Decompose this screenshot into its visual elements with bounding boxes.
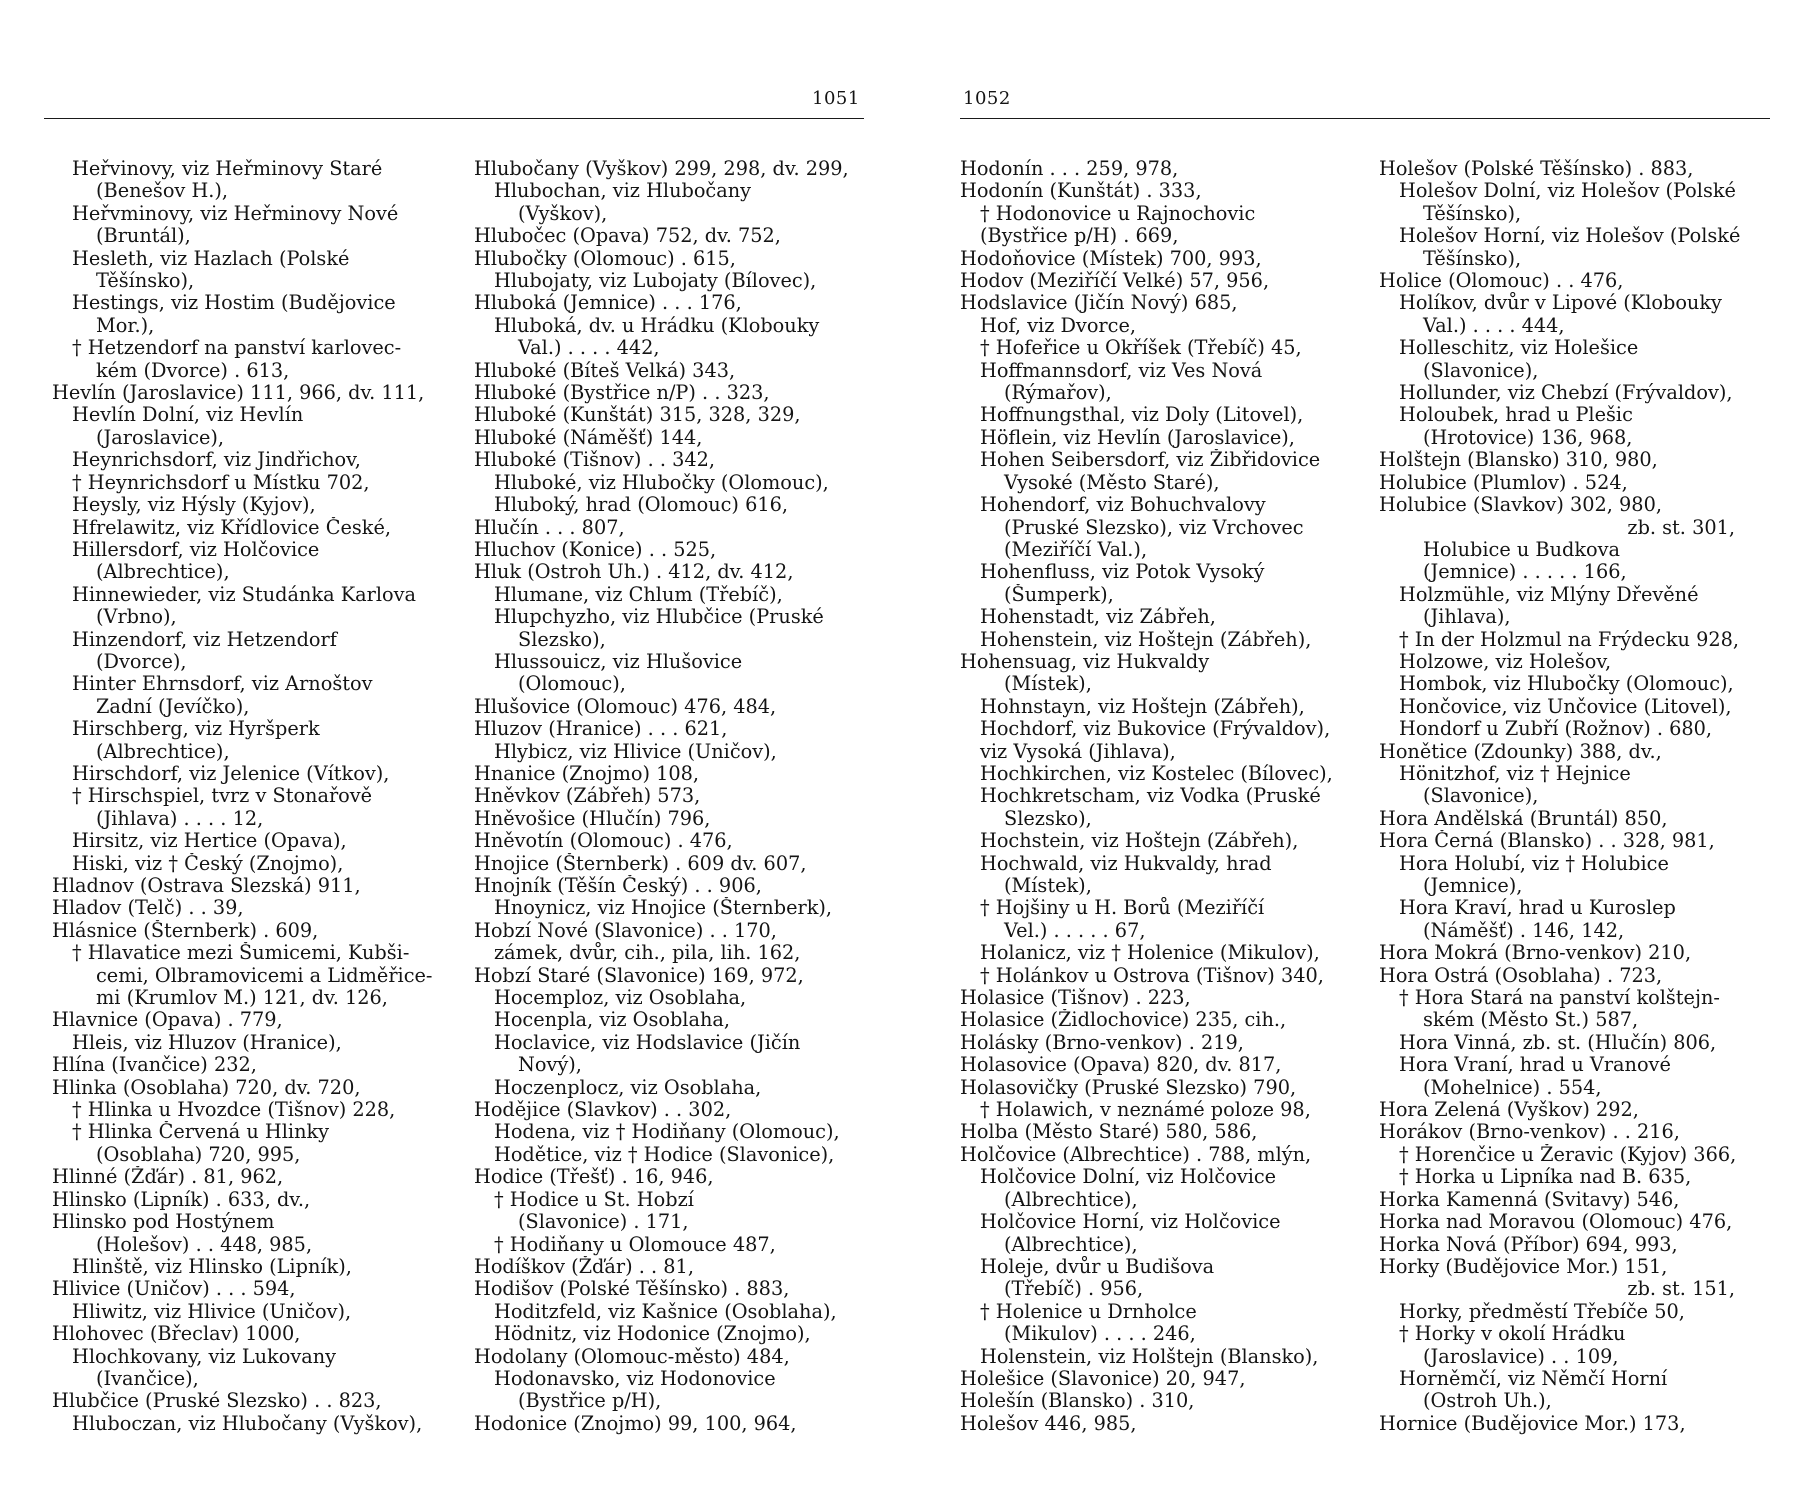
index-entry: (Vrbno), xyxy=(96,606,177,629)
index-entry: † Horenčice u Žeravic (Kyjov) 366, xyxy=(1399,1143,1737,1166)
index-entry: Hestings, viz Hostim (Budějovice xyxy=(72,292,396,315)
index-entry: Hlubojaty, viz Lubojaty (Bílovec), xyxy=(494,270,817,293)
index-entry: (Osoblaha) 720, 995, xyxy=(96,1143,301,1166)
index-entry: Hodonín (Kunštát) . 333, xyxy=(960,180,1202,203)
index-entry: Hlubočec (Opava) 752, dv. 752, xyxy=(474,225,781,248)
index-entry: Těšínsko), xyxy=(96,270,195,293)
index-entry: Hof, viz Dvorce, xyxy=(980,314,1136,337)
index-entry: Hluboká, dv. u Hrádku (Klobouky xyxy=(494,314,820,337)
index-entry: Hödnitz, viz Hodonice (Znojmo), xyxy=(494,1323,811,1346)
index-entry: Hlivice (Uničov) . . . 594, xyxy=(52,1278,296,1301)
index-entry: (Meziříčí Val.), xyxy=(1004,538,1148,561)
index-entry: Hodov (Meziříčí Velké) 57, 956, xyxy=(960,270,1270,293)
index-entry: Hlupchyzho, viz Hlubčice (Pruské xyxy=(494,606,824,629)
index-entry: (Šumperk), xyxy=(1004,583,1114,606)
index-column xyxy=(474,158,870,1435)
index-entry: Hlásnice (Šternberk) . 609, xyxy=(52,919,319,942)
index-entry: (Albrechtice), xyxy=(96,561,230,584)
index-entry: Hlinsko pod Hostýnem xyxy=(52,1211,275,1234)
index-entry: Holleschitz, viz Holešice xyxy=(1399,337,1639,360)
index-entry: Hluboké (Kunštát) 315, 328, 329, xyxy=(474,404,801,427)
index-entry: Hnojice (Šternberk) . 609 dv. 607, xyxy=(474,852,807,875)
index-entry: Hluk (Ostroh Uh.) . 412, dv. 412, xyxy=(474,561,794,584)
index-entry: Heysly, viz Hýsly (Kyjov), xyxy=(72,494,316,517)
index-entry: † Holánkov u Ostrova (Tišnov) 340, xyxy=(980,964,1324,987)
index-entry: Těšínsko), xyxy=(1423,202,1522,225)
index-entry: Hoczenplocz, viz Osoblaha, xyxy=(494,1076,762,1099)
index-entry: (Náměšť) . 146, 142, xyxy=(1423,919,1625,942)
index-entry: † Holawich, v neznámé poloze 98, xyxy=(980,1099,1311,1122)
index-entry: Hluboké (Bystřice n/P) . . 323, xyxy=(474,382,770,405)
index-entry: Hlubčice (Pruské Slezsko) . . 823, xyxy=(52,1390,382,1413)
index-entry: Hohen Seibersdorf, viz Žibřidovice xyxy=(980,449,1321,472)
index-entry: Hinnewieder, viz Studánka Karlova xyxy=(72,583,416,606)
index-entry: Hora Černá (Blansko) . . 328, 981, xyxy=(1379,830,1715,853)
index-entry: † Hodice u St. Hobzí xyxy=(494,1188,694,1211)
index-entry: Hochstein, viz Hoštejn (Zábřeh), xyxy=(980,830,1299,853)
index-entry: Hora Vraní, hrad u Vranové xyxy=(1399,1054,1671,1077)
index-entry: Hluboké, viz Hlubočky (Olomouc), xyxy=(494,471,829,494)
index-column xyxy=(960,158,1356,1435)
index-entry: Heynrichsdorf, viz Jindřichov, xyxy=(72,449,361,472)
index-entry: Hobzí Nové (Slavonice) . . 170, xyxy=(474,919,777,942)
index-entry: Hlína (Ivančice) 232, xyxy=(52,1054,257,1077)
index-entry: Hluboké (Bítеš Velká) 343, xyxy=(474,359,736,382)
index-entry: Hönitzhof, viz † Hejnice xyxy=(1399,762,1631,785)
index-entry: Hluchov (Konice) . . 525, xyxy=(474,538,717,561)
index-entry: Hlubočky (Olomouc) . 615, xyxy=(474,247,736,270)
index-entry: Hohendorf, viz Bohuchvalovy xyxy=(980,494,1266,517)
index-entry: Hodolany (Olomouc-město) 484, xyxy=(474,1345,790,1368)
index-entry: Hornice (Budějovice Mor.) 173, xyxy=(1379,1412,1686,1435)
index-column xyxy=(52,158,448,1435)
index-entry: Nový), xyxy=(518,1054,582,1077)
index-entry: Holčovice Horní, viz Holčovice xyxy=(980,1211,1281,1234)
index-entry: cemi, Olbramovicemi a Lidměřice- xyxy=(96,964,433,987)
index-entry: Hochkirchen, viz Kostelec (Bílovec), xyxy=(980,762,1333,785)
index-entry: Holanicz, viz † Holenice (Mikulov), xyxy=(980,942,1320,965)
index-entry: Hlubočany (Vyškov) 299, 298, dv. 299, xyxy=(474,158,849,180)
index-entry: Hodišov (Polské Těšínsko) . 883, xyxy=(474,1278,790,1301)
index-entry: Hora Mokrá (Brno-venkov) 210, xyxy=(1379,942,1692,965)
index-entry: Hnanice (Znojmo) 108, xyxy=(474,762,700,785)
index-entry: Hlubochan, viz Hlubočany xyxy=(494,180,752,203)
index-entry: † Hodonovice u Rajnochovic xyxy=(980,202,1256,225)
index-entry: Horněmčí, viz Němčí Horní xyxy=(1399,1367,1668,1390)
index-entry: Holešov 446, 985, xyxy=(960,1412,1137,1435)
index-entry: Hluzov (Hranice) . . . 621, xyxy=(474,718,728,741)
index-entry: Hillersdorf, viz Holčovice xyxy=(72,538,320,561)
index-entry: † Hodiňany u Olomouce 487, xyxy=(494,1233,776,1256)
index-entry: † Hora Stará na panství kolštejn- xyxy=(1399,987,1720,1010)
index-entry: Holzmühle, viz Mlýny Dřevěné xyxy=(1399,583,1699,606)
index-entry: Holasovice (Opava) 820, dv. 817, xyxy=(960,1054,1282,1077)
index-entry: Heřvminovy, viz Heřminovy Nové xyxy=(72,202,399,225)
index-entry: Hněvkov (Zábřeh) 573, xyxy=(474,785,701,808)
index-entry: zámek, dvůr, cih., pila, lih. 162, xyxy=(494,942,801,965)
index-entry: (Slavonice), xyxy=(1423,359,1539,382)
index-entry: Holešov Horní, viz Holešov (Polské xyxy=(1399,225,1741,248)
index-entry: mi (Krumlov M.) 121, dv. 126, xyxy=(96,987,388,1010)
index-entry: (Dvorce), xyxy=(96,650,187,673)
index-entry: † Hlinka u Hvozdce (Tišnov) 228, xyxy=(72,1099,396,1122)
index-entry: Mor.), xyxy=(96,314,155,337)
index-entry: (Bruntál), xyxy=(96,225,191,248)
index-entry: Hlinsko (Lipník) . 633, dv., xyxy=(52,1188,311,1211)
index-entry: Holubice (Plumlov) . 524, xyxy=(1379,471,1628,494)
index-entry: (Jemnice), xyxy=(1423,875,1523,897)
index-entry: Holíkov, dvůr v Lipové (Klobouky xyxy=(1399,292,1722,315)
index-entry: Hlinné (Žďár) . 81, 962, xyxy=(52,1166,284,1189)
index-entry: Hohensuag, viz Hukvaldy xyxy=(960,650,1210,673)
index-entry: Holubice u Budkova xyxy=(1423,538,1621,561)
index-entry: Hocenpla, viz Osoblaha, xyxy=(494,1009,731,1032)
index-entry: Hlochkovany, viz Lukovany xyxy=(72,1345,337,1368)
index-entry: Hlussouicz, viz Hlušovice xyxy=(494,650,743,673)
header-rule xyxy=(44,118,864,119)
index-entry: (Albrechtice), xyxy=(1004,1188,1138,1211)
index-entry: Hochdorf, viz Bukovice (Frývaldov), xyxy=(980,718,1331,741)
index-entry: Hnojník (Těšín Český) . . 906, xyxy=(474,875,762,897)
index-entry: Vel.) . . . . . 67, xyxy=(1004,919,1146,942)
index-entry: Hladnov (Ostrava Slezská) 911, xyxy=(52,875,361,897)
index-entry: Hodoňovice (Místek) 700, 993, xyxy=(960,247,1262,270)
header-rule xyxy=(960,118,1770,119)
index-entry: Hollunder, viz Chebzí (Frývaldov), xyxy=(1399,382,1733,405)
index-entry: Val.) . . . . 442, xyxy=(518,337,660,360)
index-entry: Hlybicz, viz Hlivice (Uničov), xyxy=(494,740,777,763)
index-entry: (Holešov) . . 448, 985, xyxy=(96,1233,313,1256)
index-entry: Hora Ostrá (Osoblaha) . 723, xyxy=(1379,964,1663,987)
index-entry: Hodětice, viz † Hodice (Slavonice), xyxy=(494,1143,835,1166)
index-entry: (Bystřice p/H) . 669, xyxy=(980,225,1179,248)
index-entry: † Heynrichsdorf u Místku 702, xyxy=(72,471,370,494)
index-entry: Hodonín . . . 259, 978, xyxy=(960,158,1179,180)
index-entry: (Hrotovice) 136, 968, xyxy=(1423,426,1633,449)
index-entry: (Místek), xyxy=(1004,875,1092,897)
index-entry: Hlinka (Osoblaha) 720, dv. 720, xyxy=(52,1076,361,1099)
index-entry: Holčovice Dolní, viz Holčovice xyxy=(980,1166,1277,1189)
index-entry: (Ivančice), xyxy=(96,1367,199,1390)
index-entry: Honětice (Zdounky) 388, dv., xyxy=(1379,740,1662,763)
index-entry: zb. st. 151, xyxy=(1627,1278,1735,1301)
index-entry: † Horka u Lipníka nad B. 635, xyxy=(1399,1166,1692,1189)
index-entry: Hevlín Dolní, viz Hevlín xyxy=(72,404,304,427)
index-entry: Hlučín . . . 807, xyxy=(474,516,625,539)
index-entry: Höflein, viz Hevlín (Jaroslavice), xyxy=(980,426,1295,449)
index-entry: Hlumane, viz Chlum (Třebíč), xyxy=(494,583,783,606)
index-entry: † Hetzendorf na panství karlovec- xyxy=(72,337,402,360)
index-entry: Hinzendorf, viz Hetzendorf xyxy=(72,628,337,651)
index-entry: Hluboký, hrad (Olomouc) 616, xyxy=(494,494,789,517)
index-entry: Hora Vinná, zb. st. (Hlučín) 806, xyxy=(1399,1031,1717,1054)
index-entry: (Jihlava) . . . . 12, xyxy=(96,807,264,830)
index-entry: (Benešov H.), xyxy=(96,180,229,203)
index-entry: (Mohelnice) . 554, xyxy=(1423,1076,1602,1099)
index-entry: (Třebíč) . 956, xyxy=(1004,1278,1144,1301)
index-entry: (Bystřice p/H), xyxy=(518,1390,662,1413)
index-entry: Hoditzfeld, viz Kašnice (Osoblaha), xyxy=(494,1300,837,1323)
index-entry: Slezsko), xyxy=(518,628,606,651)
index-entry: Hlušovice (Olomouc) 476, 484, xyxy=(474,695,777,718)
index-entry: viz Vysoká (Jihlava), xyxy=(980,740,1176,763)
index-entry: (Slavonice) . 171, xyxy=(518,1211,689,1234)
index-entry: Holasice (Tišnov) . 223, xyxy=(960,987,1191,1010)
index-entry: † Horky v okolí Hrádku xyxy=(1399,1323,1626,1346)
index-entry: (Albrechtice), xyxy=(96,740,230,763)
index-entry: kém (Dvorce) . 613, xyxy=(96,359,290,382)
index-entry: (Slavonice), xyxy=(1423,785,1539,808)
index-entry: Hněvošice (Hlučín) 796, xyxy=(474,807,711,830)
index-entry: Hochwald, viz Hukvaldy, hrad xyxy=(980,852,1272,875)
index-entry: Hněvotín (Olomouc) . 476, xyxy=(474,830,733,853)
index-entry: Hlohovec (Břeclav) 1000, xyxy=(52,1323,301,1346)
page-number: 1052 xyxy=(963,88,1011,109)
index-entry: Zadní (Jevíčko), xyxy=(96,695,250,718)
index-entry: † Hlavatice mezi Šumicemi, Kubši- xyxy=(72,942,410,965)
index-entry: Hora Andělská (Bruntál) 850, xyxy=(1379,807,1668,830)
index-entry: Hohenfluss, viz Potok Vysoký xyxy=(980,561,1265,584)
index-entry: Hocemploz, viz Osoblaha, xyxy=(494,987,747,1010)
index-entry: Hoffnungsthal, viz Doly (Litovel), xyxy=(980,404,1304,427)
index-entry: Hodonice (Znojmo) 99, 100, 964, xyxy=(474,1412,797,1435)
index-entry: Holštejn (Blansko) 310, 980, xyxy=(1379,449,1658,472)
index-entry: (Albrechtice), xyxy=(1004,1233,1138,1256)
index-entry: Hohnstayn, viz Hoštejn (Zábřeh), xyxy=(980,695,1305,718)
index-entry: Holásky (Brno-venkov) . 219, xyxy=(960,1031,1244,1054)
index-entry: (Rýmařov), xyxy=(1004,382,1112,405)
index-entry: Horka nad Moravou (Olomouc) 476, xyxy=(1379,1211,1733,1234)
index-entry: Hodíškov (Žďár) . . 81, xyxy=(474,1255,694,1278)
index-entry: (Místek), xyxy=(1004,673,1092,696)
index-entry: Hluboczan, viz Hlubočany (Vyškov), xyxy=(72,1412,423,1435)
index-entry: (Olomouc), xyxy=(518,673,626,696)
index-entry: Holubice (Slavkov) 302, 980, xyxy=(1379,494,1662,517)
index-entry: † Hofeřice u Okříšek (Třebíč) 45, xyxy=(980,337,1302,360)
index-entry: Hohenstein, viz Hoštejn (Zábřeh), xyxy=(980,628,1312,651)
index-entry: (Jaroslavice) . . 109, xyxy=(1423,1345,1619,1368)
index-entry: Holešov (Polské Těšínsko) . 883, xyxy=(1379,158,1694,180)
index-entry: Holčovice (Albrechtice) . 788, mlýn, xyxy=(960,1143,1312,1166)
index-entry: (Pruské Slezsko), viz Vrchovec xyxy=(1004,516,1304,539)
index-entry: Hleis, viz Hluzov (Hranice), xyxy=(72,1031,342,1054)
index-entry: Hiski, viz † Český (Znojmo), xyxy=(72,852,344,875)
index-entry: Hirschdorf, viz Jelenice (Vítkov), xyxy=(72,762,390,785)
index-entry: Horka Kamenná (Svitavy) 546, xyxy=(1379,1188,1680,1211)
index-entry: Horákov (Brno-venkov) . . 216, xyxy=(1379,1121,1680,1144)
index-entry: Hesleth, viz Hazlach (Polské xyxy=(72,247,350,270)
index-entry: Hevlín (Jaroslavice) 111, 966, dv. 111, xyxy=(52,382,425,405)
index-entry: Horky (Budějovice Mor.) 151, xyxy=(1379,1255,1668,1278)
index-entry: † Holenice u Drnholce xyxy=(980,1300,1197,1323)
index-entry: Holice (Olomouc) . . 476, xyxy=(1379,270,1624,293)
index-entry: Hluboké (Náměšť) 144, xyxy=(474,426,703,449)
index-entry: † Hlinka Červená u Hlinky xyxy=(72,1121,330,1144)
index-entry: Hora Zelená (Vyškov) 292, xyxy=(1379,1099,1639,1122)
index-entry: Hluboké (Tišnov) . . 342, xyxy=(474,449,716,472)
index-entry: ském (Město St.) 587, xyxy=(1423,1009,1639,1032)
index-entry: † In der Holzmul na Frýdecku 928, xyxy=(1399,628,1740,651)
index-entry: Hodonavsko, viz Hodonovice xyxy=(494,1367,776,1390)
index-entry: Holasice (Židlochovice) 235, cih., xyxy=(960,1009,1287,1032)
index-entry: Holešín (Blansko) . 310, xyxy=(960,1390,1195,1413)
index-entry: Hončovice, viz Unčovice (Litovel), xyxy=(1399,695,1732,718)
index-entry: Holeje, dvůr u Budišova xyxy=(980,1255,1215,1278)
index-entry: Hodějice (Slavkov) . . 302, xyxy=(474,1099,732,1122)
index-entry: Hodice (Třešť) . 16, 946, xyxy=(474,1166,714,1189)
index-entry: Holoubek, hrad u Plešic xyxy=(1399,404,1633,427)
index-entry: Hladov (Telč) . . 39, xyxy=(52,897,244,920)
index-entry: Horky, předměstí Třebíče 50, xyxy=(1399,1300,1685,1323)
index-entry: Hora Holubí, viz † Holubice xyxy=(1399,852,1669,875)
index-entry: Holasovičky (Pruské Slezsko) 790, xyxy=(960,1076,1297,1099)
page-right xyxy=(905,0,1810,1500)
index-entry: Heřvinovy, viz Heřminovy Staré xyxy=(72,158,383,180)
index-entry: Holenstein, viz Holštejn (Blansko), xyxy=(980,1345,1319,1368)
index-entry: Hohenstadt, viz Zábřeh, xyxy=(980,606,1216,629)
index-entry: Hochkretscham, viz Vodka (Pruské xyxy=(980,785,1321,808)
index-entry: Hoffmannsdorf, viz Ves Nová xyxy=(980,359,1263,382)
index-entry: Hirsitz, viz Hertice (Opava), xyxy=(72,830,347,853)
index-entry: Hodslavice (Jičín Nový) 685, xyxy=(960,292,1238,315)
index-entry: Val.) . . . . 444, xyxy=(1423,314,1565,337)
index-entry: Slezsko), xyxy=(1004,807,1092,830)
index-entry: Hluboká (Jemnice) . . . 176, xyxy=(474,292,742,315)
index-entry: Horka Nová (Příbor) 694, 993, xyxy=(1379,1233,1678,1256)
index-entry: Hfrelawitz, viz Křídlovice České, xyxy=(72,516,392,539)
index-entry: Holešov Dolní, viz Holešov (Polské xyxy=(1399,180,1736,203)
index-entry: Holzowe, viz Holešov, xyxy=(1399,650,1612,673)
index-entry: Hombok, viz Hlubočky (Olomouc), xyxy=(1399,673,1734,696)
index-entry: zb. st. 301, xyxy=(1627,516,1735,539)
index-entry: Holba (Město Staré) 580, 586, xyxy=(960,1121,1258,1144)
index-entry: Holešice (Slavonice) 20, 947, xyxy=(960,1367,1246,1390)
index-entry: † Hirschspiel, tvrz v Stonařově xyxy=(72,785,373,808)
index-entry: (Mikulov) . . . . 246, xyxy=(1004,1323,1196,1346)
index-entry: Hoclavice, viz Hodslavice (Jičín xyxy=(494,1031,801,1054)
index-entry: Hinter Ehrnsdorf, viz Arnoštov xyxy=(72,673,373,696)
index-entry: Vysoké (Město Staré), xyxy=(1004,471,1220,494)
index-entry: Těšínsko), xyxy=(1423,247,1522,270)
index-entry: Hirschberg, viz Hyršperk xyxy=(72,718,320,741)
index-entry: (Jemnice) . . . . . 166, xyxy=(1423,561,1627,584)
index-entry: (Ostroh Uh.), xyxy=(1423,1390,1552,1413)
index-entry: Hodena, viz † Hodiňany (Olomouc), xyxy=(494,1121,840,1144)
index-entry: † Hojšiny u H. Borů (Meziříčí xyxy=(980,897,1265,920)
page-number: 1051 xyxy=(812,88,860,109)
index-entry: Hnoynicz, viz Hnojice (Šternberk), xyxy=(494,897,833,920)
index-entry: Hora Kraví, hrad u Kuroslep xyxy=(1399,897,1676,920)
index-entry: Hondorf u Zubří (Rožnov) . 680, xyxy=(1399,718,1713,741)
index-entry: (Jaroslavice), xyxy=(96,426,225,449)
index-entry: (Vyškov), xyxy=(518,202,608,225)
index-entry: Hlavnice (Opava) . 779, xyxy=(52,1009,283,1032)
index-entry: Hliwitz, viz Hlivice (Uničov), xyxy=(72,1300,352,1323)
index-column xyxy=(1379,158,1775,1435)
index-entry: (Jihlava), xyxy=(1423,606,1511,629)
index-entry: Hobzí Staré (Slavonice) 169, 972, xyxy=(474,964,804,987)
index-entry: Hlinště, viz Hlinsko (Lipník), xyxy=(72,1255,352,1278)
